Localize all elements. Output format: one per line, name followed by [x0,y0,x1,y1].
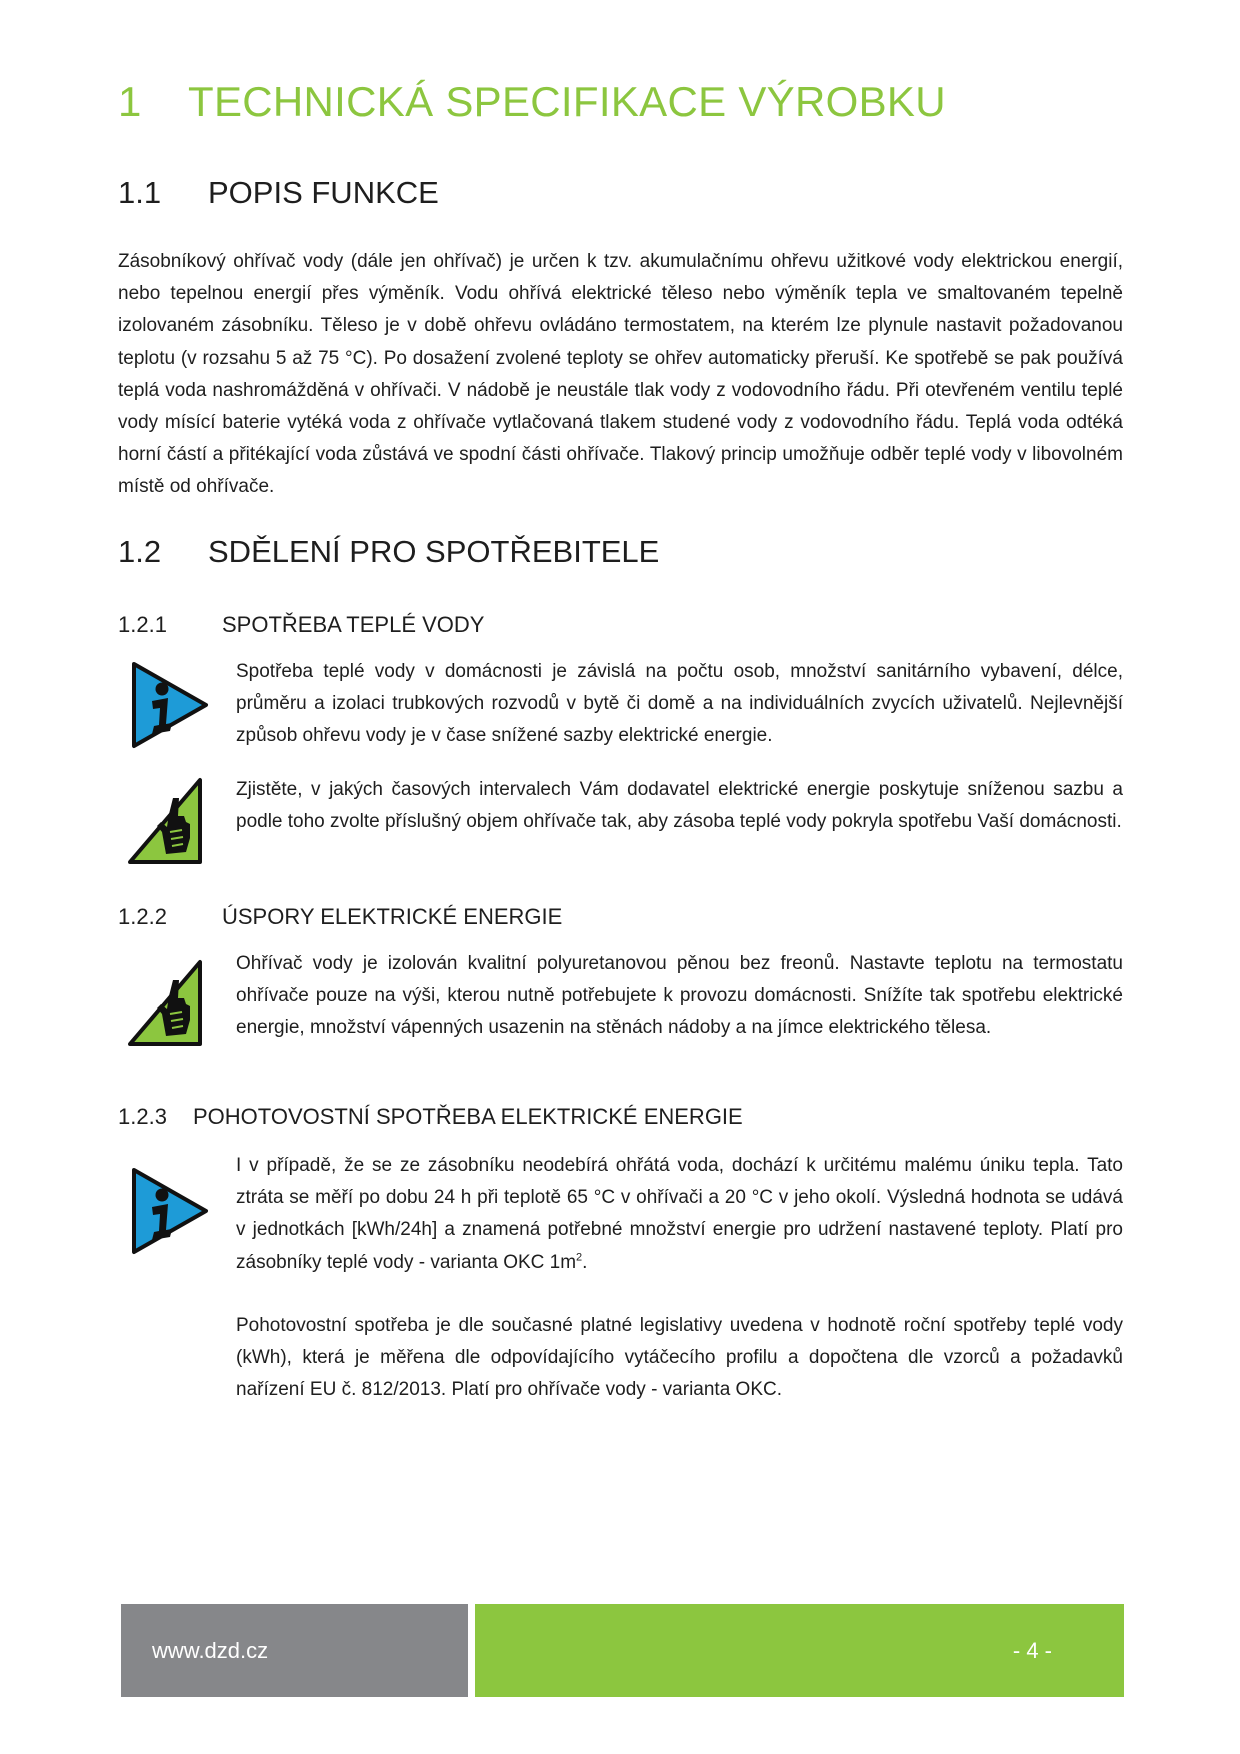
subsection-number: 1.2.2 [118,904,167,929]
paragraph-text: I v případě, že se ze zásobníku neodebírá ohřátá voda, dochází k určitému malému úniku tepla. Tato ztráta se měří po dobu 24 h při teplotě 65 °C v ohřívači a 20 °C v jeho okolí. Výsledná hodnota se udává v jednotkách [kWh/24h] a znamená potřebné množství energie pro udržení nastavené teploty. Platí pro zásobníky teplé vody - varianta OKC 1m [236,1155,1123,1273]
subsection-number: 1.2.3 [118,1104,167,1129]
chapter-title: TECHNICKÁ SPECIFIKACE VÝROBKU [188,78,946,125]
tip-hand-icon [126,776,212,866]
subsection-1-2-1-paragraph-2: Zjistěte, v jakých časových intervalech Vám dodavatel elektrické energie poskytuje sníženou sazbu a podle toho zvolte příslušný objem ohřívače tak, aby zásoba teplé vody pokryla spotřebu Vaší domácnosti. [236,779,1123,833]
footer-url[interactable]: www.dzd.cz [152,1638,269,1663]
section-title: SDĚLENÍ PRO SPOTŘEBITELE [208,534,660,569]
subsection-heading-1-2-3 [118,1104,743,1130]
paragraph-end: . [582,1251,588,1273]
page-number: - 4 - [1012,1638,1052,1663]
section-heading-1-1 [118,175,439,211]
section-heading-1-2 [118,534,659,570]
subsection-title: SPOTŘEBA TEPLÉ VODY [222,612,485,637]
section-1-1-body: Zásobníkový ohřívač vody (dále jen ohřívač) je určen k tzv. akumulačnímu ohřevu užitkové vody elektrickou energií, nebo tepelnou energií přes výměník. Vodu ohřívá elektrické těleso nebo výměník tepla ve smaltovaném tepelně izolovaném zásobníku. Těleso je v době ohřevu ovládáno termostatem, na kterém lze plynule nastavit požadovanou teplotu (v rozsahu 5 až 75 °C). Po dosažení zvolené teploty se ohřev automaticky přeruší. Ke spotřebě se pak používá teplá voda nashromážděná v ohřívači. V nádobě je neustále tlak vody z vodovodního řádu. Při otevřeném ventilu teplé vody mísící baterie vytéká voda z ohřívače vytlačovaná tlakem studené vody z vodovodního řádu. Teplá voda odtéká horní částí a přitékající voda zůstává ve spodní části ohřívače. Tlakový princip umožňuje odběr teplé vody v libovolném místě od ohřívače. [118,251,1123,498]
subsection-1-2-3-paragraph-1 [236,1150,1123,1279]
section-title: POPIS FUNKCE [208,175,439,210]
subsection-title: POHOTOVOSTNÍ SPOTŘEBA ELEKTRICKÉ ENERGIE [193,1104,743,1129]
section-number: 1.2 [118,534,162,569]
footer-left-bar [121,1604,468,1697]
info-icon [126,1166,212,1256]
subsection-1-2-1-paragraph-1: Spotřeba teplé vody v domácnosti je závislá na počtu osob, množství sanitárního vybavení, délce, průměru a izolaci trubkových rozvodů v bytě či domě a na individuálních zvycích uživatelů. Nejlevnější způsob ohřevu vody je v čase snížené sazby elektrické energie. [236,661,1123,747]
chapter-number: 1 [118,78,142,125]
subsection-title: ÚSPORY ELEKTRICKÉ ENERGIE [222,904,563,929]
subsection-heading-1-2-1 [118,612,484,638]
info-icon [126,660,212,750]
subsection-number: 1.2.1 [118,612,167,637]
tip-hand-icon [126,958,212,1048]
subsection-heading-1-2-2 [118,904,562,930]
chapter-heading [118,78,946,126]
subsection-1-2-2-paragraph: Ohřívač vody je izolován kvalitní polyuretanovou pěnou bez freonů. Nastavte teplotu na termostatu ohřívače pouze na výši, kterou nutně potřebujete k provozu domácnosti. Snížíte tak spotřebu elektrické energie, množství vápenných usazenin na stěnách nádoby a na jímce elektrického tělesa. [236,953,1123,1039]
section-number: 1.1 [118,175,162,210]
superscript: 2 [576,1251,583,1264]
subsection-1-2-3-paragraph-2: Pohotovostní spotřeba je dle současné platné legislativy uvedena v hodnotě roční spotřeby teplé vody (kWh), která je měřena dle odpovídajícího vytáčecího profilu a dopočtena dle vzorců a požadavků nařízení EU č. 812/2013. Platí pro ohřívače vody - varianta OKC. [236,1315,1123,1401]
footer-right-bar [475,1604,1124,1697]
